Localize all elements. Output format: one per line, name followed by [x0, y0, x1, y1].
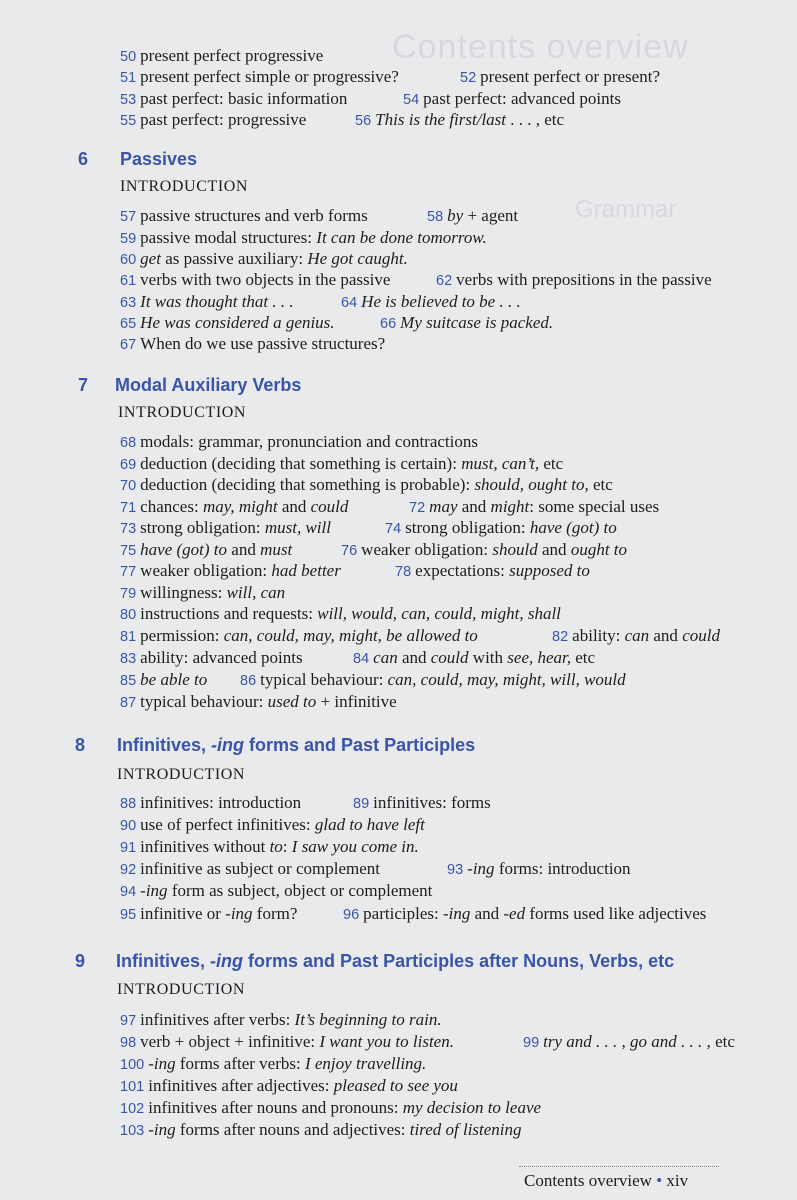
entry-text-part: I want you to listen.: [319, 1032, 454, 1051]
entry-text-part: present perfect progressive: [140, 46, 324, 65]
entry-number: 66: [380, 316, 401, 332]
contents-entry: [120, 67, 399, 88]
contents-entry: [120, 583, 285, 604]
entry-number: 60: [120, 252, 141, 268]
entry-text-part: willingness:: [140, 583, 227, 602]
contents-entry: [120, 1120, 522, 1141]
entry-text-part: strong obligation:: [405, 518, 530, 537]
contents-entry: [460, 67, 660, 88]
show-through-heading: Contents overview: [392, 28, 689, 66]
entry-number: 94: [120, 884, 141, 900]
entry-text-part: tired of listening: [409, 1120, 522, 1139]
entry-text-part: typical behaviour:: [260, 670, 388, 689]
entry-text-part: etc: [539, 454, 564, 473]
entry-text-part: try and . . . , go and . . . ,: [543, 1032, 711, 1051]
contents-entry: [120, 46, 323, 67]
entry-text-part: -ing: [442, 904, 471, 923]
section-title: [116, 950, 674, 972]
contents-entry: [120, 540, 292, 561]
section-title-part: Infinitives,: [117, 735, 212, 755]
entry-text-part: forms after nouns and adjectives:: [175, 1120, 410, 1139]
contents-entry: [353, 648, 595, 669]
contents-entry: [403, 89, 621, 110]
contents-entry: [355, 110, 564, 131]
contents-entry: [120, 626, 478, 647]
entry-text-part: I enjoy travelling.: [304, 1054, 427, 1073]
contents-entry: [120, 859, 380, 880]
entry-text-part: my decision to leave: [402, 1098, 542, 1117]
contents-entry: [385, 518, 617, 539]
section-title-part: -ing: [211, 735, 245, 755]
section-introduction-label: INTRODUCTION: [117, 766, 246, 783]
entry-text-part: should: [492, 540, 538, 559]
entry-text-part: past perfect: advanced points: [423, 89, 621, 108]
entry-text-part: chances:: [140, 497, 203, 516]
entry-text-part: He was considered a genius.: [140, 313, 335, 332]
entry-number: 69: [120, 457, 141, 473]
entry-text-part: be able to: [140, 670, 208, 689]
footer-page-number: xiv: [666, 1171, 689, 1190]
contents-entry: [380, 313, 553, 334]
entry-number: 100: [120, 1057, 149, 1073]
entry-number: 81: [120, 629, 141, 645]
contents-entry: [120, 604, 561, 625]
entry-text-part: infinitives: forms: [373, 793, 491, 812]
contents-entry: [120, 206, 368, 227]
entry-text-part: I saw you come in.: [291, 837, 419, 856]
entry-text-part: have (got) to: [140, 540, 228, 559]
entry-text-part: and: [227, 540, 261, 559]
entry-text-part: : some special uses: [529, 497, 660, 516]
entry-text-part: passive structures and verb forms: [140, 206, 368, 225]
entry-text-part: weaker obligation:: [140, 561, 272, 580]
entry-number: 59: [120, 231, 141, 247]
contents-entry: [395, 561, 590, 582]
entry-text-part: typical behaviour:: [140, 692, 268, 711]
contents-entry: [436, 270, 712, 291]
entry-number: 55: [120, 113, 141, 129]
entry-text-part: should, ought to,: [474, 475, 589, 494]
contents-entry: [120, 881, 432, 902]
entry-text-part: had better: [271, 561, 341, 580]
entry-number: 57: [120, 209, 141, 225]
entry-number: 85: [120, 673, 141, 689]
entry-text-part: will, would, can, could, might, shall: [317, 604, 561, 623]
entry-text-part: get: [140, 249, 161, 268]
entry-number: 97: [120, 1013, 141, 1029]
contents-entry: [120, 334, 385, 355]
entry-number: 52: [460, 70, 481, 86]
entry-text-part: see, hear,: [507, 648, 572, 667]
section-title-part: Infinitives,: [116, 951, 211, 971]
entry-text-part: may, might: [202, 497, 278, 516]
entry-text-part: might: [490, 497, 530, 516]
entry-number: 63: [120, 295, 141, 311]
show-through-grammar: Grammar: [575, 196, 677, 223]
entry-text-part: + agent: [463, 206, 519, 225]
contents-entry: [120, 648, 303, 669]
entry-text-part: This is the first/last: [375, 110, 507, 129]
entry-text-part: ability: advanced points: [140, 648, 303, 667]
entry-number: 70: [120, 478, 141, 494]
entry-number: 99: [523, 1035, 544, 1051]
footer-bullet: •: [656, 1171, 663, 1190]
contents-entry: [120, 561, 341, 582]
footer-rule: [519, 1166, 719, 1167]
entry-text-part: with: [468, 648, 508, 667]
entry-text-part: weaker obligation:: [361, 540, 493, 559]
entry-text-part: must: [260, 540, 293, 559]
contents-entry: [409, 497, 659, 518]
entry-text-part: My suitcase is packed.: [400, 313, 554, 332]
entry-text-part: -ing: [140, 881, 168, 900]
entry-number: 101: [120, 1079, 149, 1095]
footer-label: Contents overview: [524, 1171, 652, 1190]
entry-text-part: :: [282, 837, 292, 856]
entry-text-part: and: [537, 540, 571, 559]
contents-entry: [120, 270, 390, 291]
section-title: Passives: [120, 149, 198, 169]
entry-number: 58: [427, 209, 448, 225]
entry-text-part: verb + object + infinitive:: [140, 1032, 320, 1051]
contents-entry: [120, 815, 425, 836]
entry-text-part: forms: introduction: [494, 859, 631, 878]
entry-text-part: participles:: [363, 904, 443, 923]
entry-text-part: and: [649, 626, 683, 645]
entry-text-part: pleased to see you: [333, 1076, 458, 1095]
section-title-part: -ing: [210, 951, 244, 971]
entry-number: 71: [120, 500, 141, 516]
entry-text-part: have (got) to: [529, 518, 617, 537]
entry-number: 87: [120, 695, 141, 711]
entry-text-part: forms used like adjectives: [525, 904, 707, 923]
entry-text-part: infinitives after verbs:: [140, 1010, 295, 1029]
entry-text-part: verbs with prepositions in the passive: [456, 270, 712, 289]
contents-entry: [120, 793, 301, 814]
entry-number: 76: [341, 543, 362, 559]
entry-text-part: present perfect or present?: [480, 67, 660, 86]
entry-text-part: could: [430, 648, 469, 667]
entry-text-part: He is believed to be . . .: [361, 292, 521, 311]
entry-number: 98: [120, 1035, 141, 1051]
entry-text-part: -ed: [503, 904, 526, 923]
contents-entry: [120, 518, 331, 539]
contents-entry: [120, 1076, 458, 1097]
entry-number: 86: [240, 673, 261, 689]
entry-number: 90: [120, 818, 141, 834]
entry-text-part: etc: [710, 1032, 735, 1051]
contents-entry: [120, 110, 306, 131]
entry-text-part: glad to have left: [314, 815, 425, 834]
entry-text-part: instructions and requests:: [140, 604, 318, 623]
entry-text-part: and: [277, 497, 311, 516]
contents-entry: [120, 89, 347, 110]
entry-number: 67: [120, 337, 141, 353]
entry-text-part: deduction (deciding that something is probable):: [140, 475, 475, 494]
contents-entry: [120, 228, 487, 249]
contents-entry: [120, 432, 478, 453]
contents-entry: [120, 1054, 426, 1075]
entry-text-part: past perfect: progressive: [140, 110, 307, 129]
entry-number: 64: [341, 295, 362, 311]
page-footer: [524, 1170, 688, 1192]
entry-number: 83: [120, 651, 141, 667]
entry-text-part: form?: [252, 904, 298, 923]
entry-number: 50: [120, 49, 141, 65]
entry-text-part: ought to: [570, 540, 628, 559]
contents-entry: [341, 540, 627, 561]
entry-number: 93: [447, 862, 468, 878]
entry-number: 61: [120, 273, 141, 289]
entry-text-part: infinitives after adjectives:: [148, 1076, 334, 1095]
section-title-part: forms and Past Participles after Nouns, Verbs, etc: [243, 951, 675, 971]
entry-number: 72: [409, 500, 430, 516]
entry-text-part: + infinitive: [316, 692, 397, 711]
contents-entry: [120, 837, 419, 858]
section-number: 9: [75, 951, 86, 971]
entry-number: 62: [436, 273, 457, 289]
entry-text-part: form as subject, object or complement: [167, 881, 433, 900]
entry-number: 92: [120, 862, 141, 878]
section-number: 6: [78, 149, 89, 169]
contents-entry: [120, 904, 297, 925]
entry-text-part: can: [373, 648, 398, 667]
contents-entry: [240, 670, 626, 691]
entry-text-part: and: [457, 497, 491, 516]
section-title: Modal Auxiliary Verbs: [115, 375, 302, 395]
entry-number: 78: [395, 564, 416, 580]
entry-number: 96: [343, 907, 364, 923]
entry-number: 53: [120, 92, 141, 108]
entry-number: 95: [120, 907, 141, 923]
contents-entry: [427, 206, 518, 227]
contents-entry: [120, 454, 563, 475]
contents-entry: [447, 859, 631, 880]
contents-entry: [120, 292, 294, 313]
entry-text-part: to: [269, 837, 283, 856]
entry-text-part: He got caught.: [307, 249, 408, 268]
entry-number: 91: [120, 840, 141, 856]
entry-text-part: present perfect simple or progressive?: [140, 67, 399, 86]
entry-text-part: can: [624, 626, 650, 645]
entry-text-part: as passive auxiliary:: [160, 249, 308, 268]
entry-text-part: infinitives without: [140, 837, 270, 856]
entry-text-part: could: [682, 626, 720, 645]
entry-text-part: and: [397, 648, 431, 667]
contents-entry: [353, 793, 491, 814]
entry-number: 80: [120, 607, 141, 623]
section-introduction-label: INTRODUCTION: [118, 404, 247, 421]
entry-number: 79: [120, 586, 141, 602]
contents-entry: [341, 292, 521, 313]
entry-text-part: must, can’t,: [461, 454, 540, 473]
contents-entry: [120, 475, 613, 496]
entry-text-part: etc: [588, 475, 613, 494]
entry-text-part: modals: grammar, pronunciation and contractions: [140, 432, 478, 451]
contents-entry: [120, 313, 335, 334]
entry-text-part: verbs with two objects in the passive: [140, 270, 391, 289]
entry-text-part: It was thought that . . .: [140, 292, 294, 311]
section-number: 8: [75, 735, 86, 755]
section-title: [117, 734, 475, 756]
entry-text-part: permission:: [140, 626, 224, 645]
entry-text-part: . . . , etc: [506, 110, 565, 129]
entry-text-part: expectations:: [415, 561, 510, 580]
entry-text-part: -ing: [225, 904, 253, 923]
entry-text-part: can, could, may, might, will, would: [387, 670, 626, 689]
entry-text-part: and: [470, 904, 504, 923]
entry-number: 102: [120, 1101, 149, 1117]
entry-text-part: supposed to: [509, 561, 590, 580]
entry-number: 89: [353, 796, 374, 812]
entry-text-part: will, can: [226, 583, 286, 602]
contents-entry: [120, 497, 348, 518]
entry-text-part: -ing: [148, 1120, 176, 1139]
entry-text-part: strong obligation:: [140, 518, 265, 537]
entry-text-part: When do we use passive structures?: [140, 334, 386, 353]
entry-text-part: could: [310, 497, 349, 516]
entry-number: 56: [355, 113, 376, 129]
entry-text-part: can, could, may, might, be allowed to: [223, 626, 478, 645]
entry-text-part: infinitives after nouns and pronouns:: [148, 1098, 403, 1117]
entry-text-part: use of perfect infinitives:: [140, 815, 315, 834]
entry-text-part: used to: [267, 692, 317, 711]
contents-entry: [120, 1032, 454, 1053]
entry-number: 51: [120, 70, 141, 86]
entry-number: 68: [120, 435, 141, 451]
entry-text-part: infinitives: introduction: [140, 793, 302, 812]
entry-text-part: It’s beginning to rain.: [294, 1010, 442, 1029]
entry-number: 54: [403, 92, 424, 108]
entry-number: 88: [120, 796, 141, 812]
contents-entry: [552, 626, 720, 647]
section-introduction-label: INTRODUCTION: [117, 981, 246, 998]
entry-text-part: passive modal structures:: [140, 228, 317, 247]
entry-number: 75: [120, 543, 141, 559]
entry-text-part: ability:: [572, 626, 625, 645]
entry-text-part: infinitive or: [140, 904, 226, 923]
contents-entry: [120, 1010, 442, 1031]
entry-number: 82: [552, 629, 573, 645]
section-title-part: forms and Past Participles: [244, 735, 476, 755]
entry-text-part: must, will: [264, 518, 331, 537]
entry-text-part: by: [447, 206, 464, 225]
contents-entry: [120, 692, 397, 713]
entry-text-part: deduction (deciding that something is certain):: [140, 454, 462, 473]
entry-text-part: infinitive as subject or complement: [140, 859, 380, 878]
entry-number: 73: [120, 521, 141, 537]
entry-text-part: -ing: [467, 859, 495, 878]
entry-text-part: forms after verbs:: [175, 1054, 305, 1073]
entry-number: 65: [120, 316, 141, 332]
contents-entry: [120, 670, 207, 691]
contents-entry: [343, 904, 706, 925]
entry-number: 103: [120, 1123, 149, 1139]
entry-text-part: It can be done tomorrow.: [316, 228, 487, 247]
entry-text-part: etc: [571, 648, 596, 667]
contents-entry: [523, 1032, 735, 1053]
section-introduction-label: INTRODUCTION: [120, 178, 249, 195]
contents-entry: [120, 1098, 541, 1119]
entry-text-part: -ing: [148, 1054, 176, 1073]
entry-number: 77: [120, 564, 141, 580]
entry-text-part: may: [429, 497, 458, 516]
section-number: 7: [78, 375, 89, 395]
entry-number: 84: [353, 651, 374, 667]
entry-text-part: past perfect: basic information: [140, 89, 348, 108]
entry-number: 74: [385, 521, 406, 537]
contents-entry: [120, 249, 408, 270]
